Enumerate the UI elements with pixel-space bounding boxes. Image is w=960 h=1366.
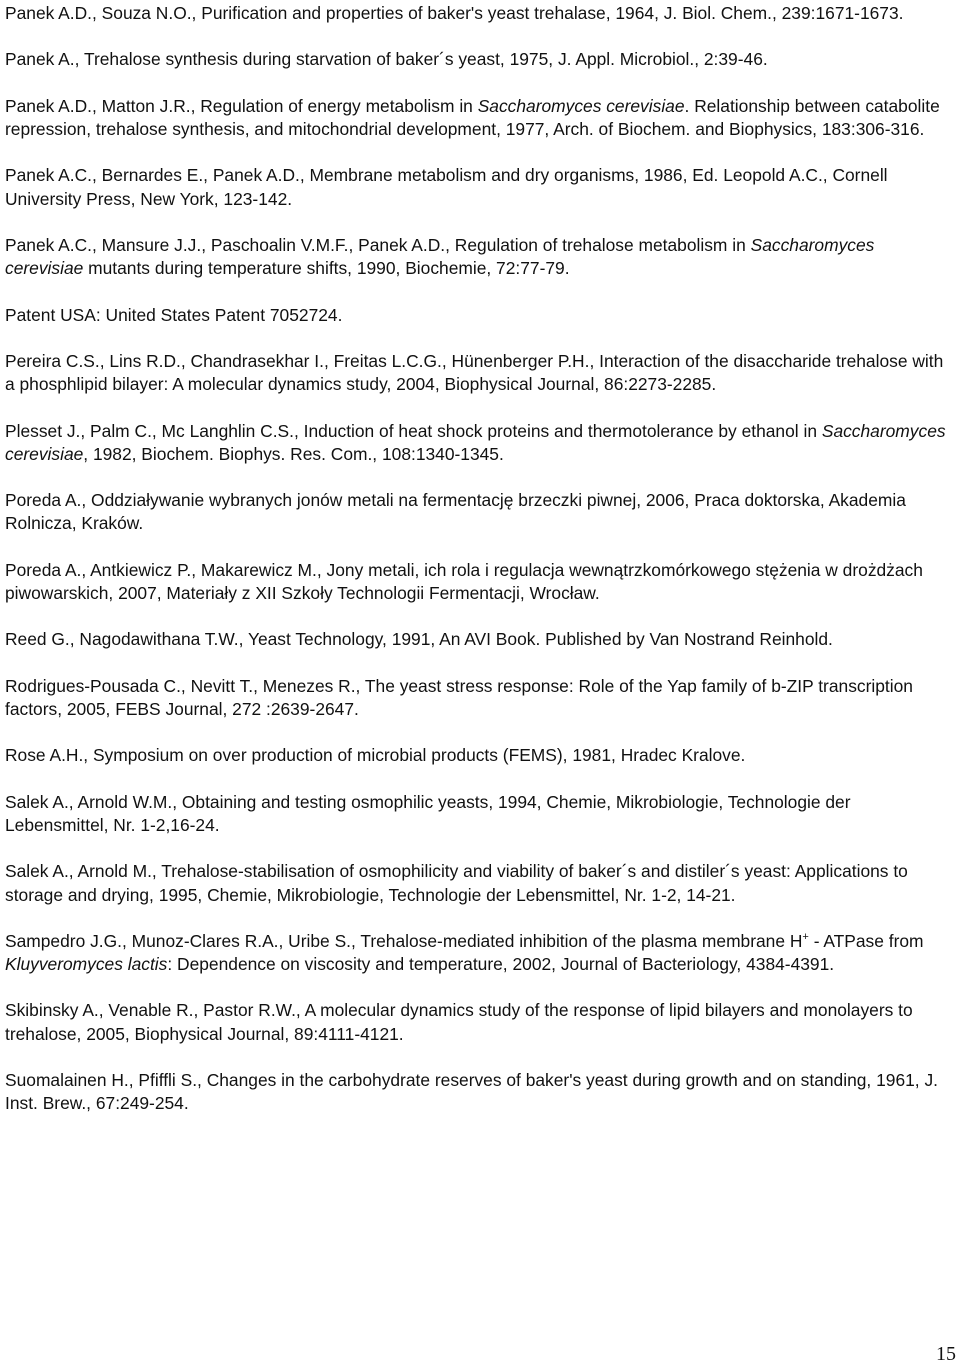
reference-entry xyxy=(5,744,957,767)
reference-text: Skibinsky A., Venable R., Pastor R.W., A molecular dynamics study of the response of lipid bilayers and monolayers to trehalose, 2005, Biophysical Journal, 89:4111-4121. xyxy=(5,1000,913,1044)
reference-text: Rose A.H., Symposium on over production of microbial products (FEMS), 1981, Hradec Kralove. xyxy=(5,745,746,766)
reference-text: Sampedro J.G., Munoz-Clares R.A., Uribe S., Trehalose-mediated inhibition of the plasma membrane H xyxy=(5,930,803,951)
reference-list xyxy=(5,2,957,1139)
reference-text: Panek A.C., Mansure J.J., Paschoalin V.M.F., Panek A.D., Regulation of trehalose metabolism in xyxy=(5,234,751,255)
reference-text: Pereira C.S., Lins R.D., Chandrasekhar I., Freitas L.C.G., Hünenberger P.H., Interaction of the disaccharide trehalose with a phosphlipid bilayer: A molecular dynamics study, 2004, Biophysical Journal, 86:2273-2285. xyxy=(5,350,944,395)
reference-entry xyxy=(5,559,957,605)
reference-text: Salek A., Arnold W.M., Obtaining and testing osmophilic yeasts, 1994, Chemie, Mikrobiologie, Technologie der Lebensmittel, Nr. 1-2,16-24. xyxy=(5,791,851,835)
reference-entry xyxy=(5,420,957,466)
species-name: Saccharomyces cerevisiae xyxy=(5,234,875,279)
reference-text: . Relationship between catabolite repression, trehalose synthesis, and mitochondrial development, 1977, Arch. of Biochem. and Biophysics, 183:306-316. xyxy=(5,95,940,139)
reference-text: Poreda A., Oddziaływanie wybranych jonów metali na fermentację brzeczki piwnej, 2006, Praca doktorska, Akademia Rolnicza, Kraków. xyxy=(5,490,906,534)
species-name: Kluyveromyces lactis xyxy=(5,954,168,975)
reference-text: Patent USA: United States Patent 7052724. xyxy=(5,304,343,325)
reference-entry xyxy=(5,48,957,71)
reference-text: mutants during temperature shifts, 1990, Biochemie, 72:77-79. xyxy=(83,258,570,279)
reference-text: : Dependence on viscosity and temperature, 2002, Journal of Bacteriology, 4384-4391. xyxy=(167,954,835,975)
reference-entry xyxy=(5,628,957,651)
reference-entry xyxy=(5,2,957,25)
reference-text: Panek A.D., Matton J.R., Regulation of energy metabolism in xyxy=(5,95,478,116)
page-number: 15 xyxy=(936,1343,956,1365)
reference-text: Panek A.D., Souza N.O., Purification and properties of baker's yeast trehalase, 1964, J. Biol. Chem., 239:1671-1673. xyxy=(5,3,904,23)
reference-entry xyxy=(5,791,957,837)
reference-entry xyxy=(5,1069,957,1115)
reference-entry xyxy=(5,234,957,280)
reference-text: , 1982, Biochem. Biophys. Res. Com., 108:1340-1345. xyxy=(83,443,504,464)
reference-text: Rodrigues-Pousada C., Nevitt T., Menezes R., The yeast stress response: Role of the Yap family of b-ZIP transcription factors, 2005, FEBS Journal, 272 :2639-2647. xyxy=(5,675,913,719)
reference-entry xyxy=(5,999,957,1045)
reference-text: Poreda A., Antkiewicz P., Makarewicz M., Jony metali, ich rola i regulacja wewnątrzkomórkowego stężenia w drożdżach piwowarskich, 2007, Materiały z XII Szkoły Technologii Fermentacji, Wrocław. xyxy=(5,559,923,603)
reference-entry xyxy=(5,350,957,396)
reference-entry xyxy=(5,489,957,535)
species-name: Saccharomyces cerevisiae xyxy=(477,95,685,116)
reference-entry xyxy=(5,95,957,141)
reference-entry xyxy=(5,930,957,976)
reference-text: Panek A.C., Bernardes E., Panek A.D., Membrane metabolism and dry organisms, 1986, Ed. Leopold A.C., Cornell University Press, New York, 123-142. xyxy=(5,165,888,209)
reference-text: Reed G., Nagodawithana T.W., Yeast Technology, 1991, An AVI Book. Published by Van Nostrand Reinhold. xyxy=(5,629,833,650)
reference-text: Plesset J., Palm C., Mc Langhlin C.S., Induction of heat shock proteins and thermotolerance by ethanol in xyxy=(5,420,822,441)
reference-entry xyxy=(5,304,957,327)
species-name: Saccharomyces cerevisiae xyxy=(5,420,946,464)
reference-text: Suomalainen H., Pfiffli S., Changes in the carbohydrate reserves of baker's yeast during growth and on standing, 1961, J. Inst. Brew., 67:249-254. xyxy=(5,1070,938,1114)
reference-entry xyxy=(5,860,957,906)
reference-text: - ATPase from xyxy=(808,930,924,951)
superscript: + xyxy=(802,931,809,944)
reference-text: Panek A., Trehalose synthesis during starvation of baker´s yeast, 1975, J. Appl. Microbiol., 2:39-46. xyxy=(5,49,768,70)
reference-entry xyxy=(5,675,957,721)
reference-entry xyxy=(5,164,957,210)
reference-text: Salek A., Arnold M., Trehalose-stabilisation of osmophilicity and viability of baker´s and distiler´s yeast: Applications to storage and drying, 1995, Chemie, Mikrobiologie, Technologie der Lebensmittel, Nr. 1-2, 14-21. xyxy=(5,861,908,905)
